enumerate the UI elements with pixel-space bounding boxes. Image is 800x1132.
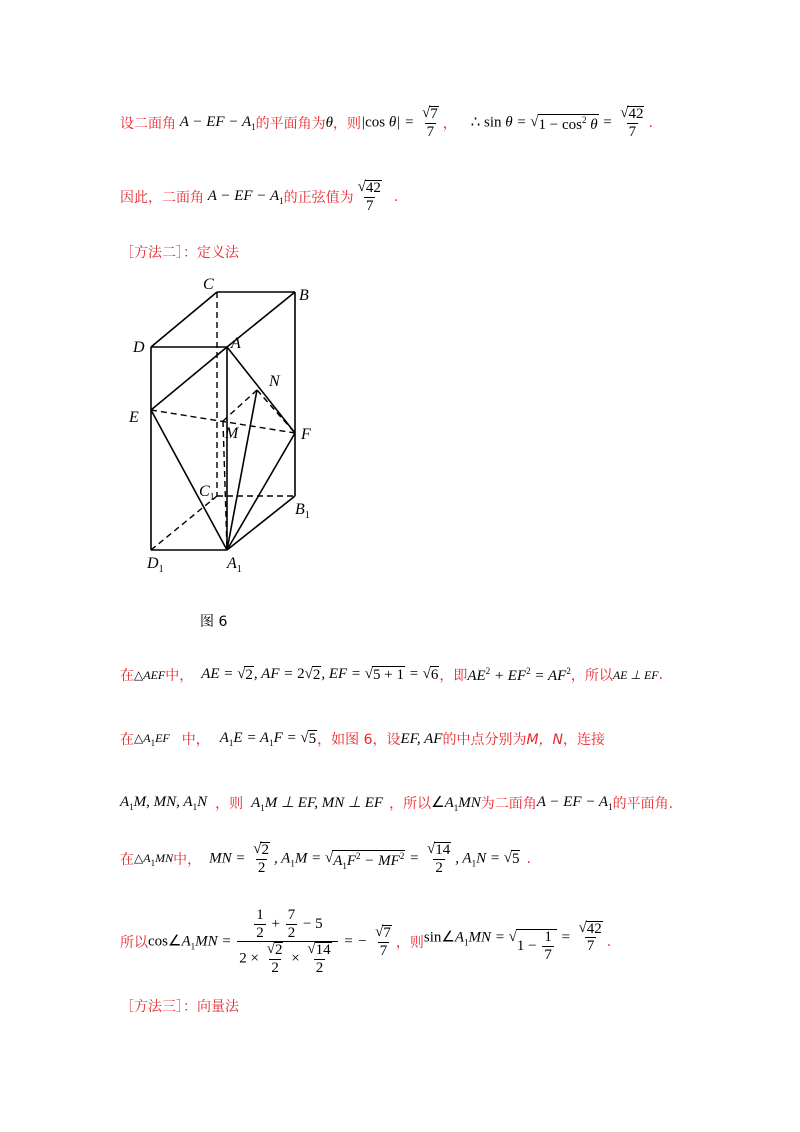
text: ，所以 <box>570 668 613 684</box>
triangle-A1EF: $\triangle A_1EF$ <box>134 730 170 748</box>
text: ，则 <box>395 935 424 951</box>
formula-sin: ∴ sin θ = √ $1 - \cos^2 \theta$ = √ 42 7 <box>470 104 644 140</box>
formula-perp: AE ⊥ EF <box>612 667 659 682</box>
triangle-A1MN: $\triangle A_1MN$ <box>134 850 174 868</box>
text-mn: M，N <box>526 732 564 748</box>
text: . <box>393 189 399 205</box>
line-3 <box>120 660 663 690</box>
text: . <box>658 667 664 683</box>
text: . <box>526 851 531 867</box>
label-C1: $C_1$ <box>199 483 215 503</box>
line-1 <box>120 98 653 148</box>
text: 的平面角. <box>612 796 674 812</box>
formula-lengths: AE = √ 2 , AF = 2 √ 2 , EF = √ 5 + 1 = √ 6 <box>201 666 439 683</box>
line-7 <box>120 902 611 982</box>
formula-sides: MN = √ 2 2 , $A_1M$ = √ $A_1F^2 - MF^2$ = √ 14 2 , $A_1N$ = √ 5 <box>209 840 520 876</box>
label-B: B <box>299 287 309 304</box>
text: ，连接 <box>563 732 606 748</box>
text: ，如图 6，设 <box>317 732 401 748</box>
text: 在 <box>120 732 134 748</box>
text: 的正弦值为 <box>283 190 354 206</box>
label-A: A <box>231 335 241 352</box>
text: ，则 <box>215 796 244 812</box>
prism-figure <box>125 268 335 578</box>
text: 为二面角 <box>480 796 537 812</box>
text: ， <box>442 116 457 132</box>
label-B1: $B_1$ <box>295 501 310 521</box>
text: . <box>648 115 653 131</box>
formula-EF-AF: EF, AF <box>400 730 443 747</box>
formula-sin-angle: $\sin\angle A_1MN$ = √ 1 − $\frac{1}{7}$ = √ 42 7 <box>423 919 602 963</box>
formula-pythag: $AE^2 + EF^2 = AF^2$ <box>467 665 571 684</box>
triangle-AEF: △AEF <box>134 667 166 682</box>
formula-cos-angle: $\cos\angle A_1MN$ = $\frac{1}{2}$ + $\frac{7}{2}$ − 5 2 × √ 2 2 × √ 14 2 = − √ 7 7 <box>148 906 391 976</box>
formula-segments: $A_1M$, MN, $A_1N$ <box>120 794 208 812</box>
text: 因此，二面角 <box>120 190 204 206</box>
text: ，所以 <box>389 796 432 812</box>
text: 中， <box>165 668 194 684</box>
line-5 <box>120 788 673 818</box>
formula-dihedral: A − EF − $A_1$ <box>204 188 284 206</box>
text: 的平面角为 <box>255 116 326 132</box>
label-A1: $A_1$ <box>227 555 242 575</box>
text: 设二面角 <box>120 116 176 132</box>
method3-text: ［方法三］：向量法 <box>120 999 239 1015</box>
text: ，则 <box>332 116 361 132</box>
text: 所以 <box>120 935 148 951</box>
label-D1: $D_1$ <box>147 555 164 575</box>
formula-angle: $\angle A_1MN$ <box>431 795 481 813</box>
formula-dihedral: A − EF − $A_1$ <box>536 794 613 812</box>
label-C: C <box>203 276 214 293</box>
formula-equal: $A_1E = A_1F$ = √ 5 <box>219 730 317 748</box>
formula-perps: $A_1M$ ⊥ EF, MN ⊥ EF <box>251 795 384 813</box>
text: 在 <box>120 668 134 684</box>
text: . <box>606 934 612 950</box>
line-2 <box>120 172 398 222</box>
text: 在 <box>120 852 134 868</box>
label-M: M <box>225 425 239 442</box>
formula-cos: |cos θ| = √ 7 7 <box>360 104 438 140</box>
text: 中， <box>181 732 210 748</box>
line-4 <box>120 724 605 754</box>
theta-symbol: θ <box>325 114 333 131</box>
text: ，即 <box>439 668 468 684</box>
method2-text: ［方法二］：定义法 <box>120 245 239 261</box>
formula-value: √ 42 7 <box>357 178 381 214</box>
label-N: N <box>269 373 280 390</box>
text: 的中点分别为 <box>442 732 527 748</box>
label-D: D <box>133 339 145 356</box>
label-F: F <box>301 426 311 443</box>
label-E: E <box>129 409 139 426</box>
formula-dihedral: A − EF − $A_1$ <box>176 114 256 132</box>
line-6 <box>120 834 531 884</box>
figure-caption: 图 6 <box>200 614 228 630</box>
text: 中， <box>173 852 202 868</box>
method3-heading <box>120 996 239 1016</box>
method2-heading <box>120 242 239 262</box>
